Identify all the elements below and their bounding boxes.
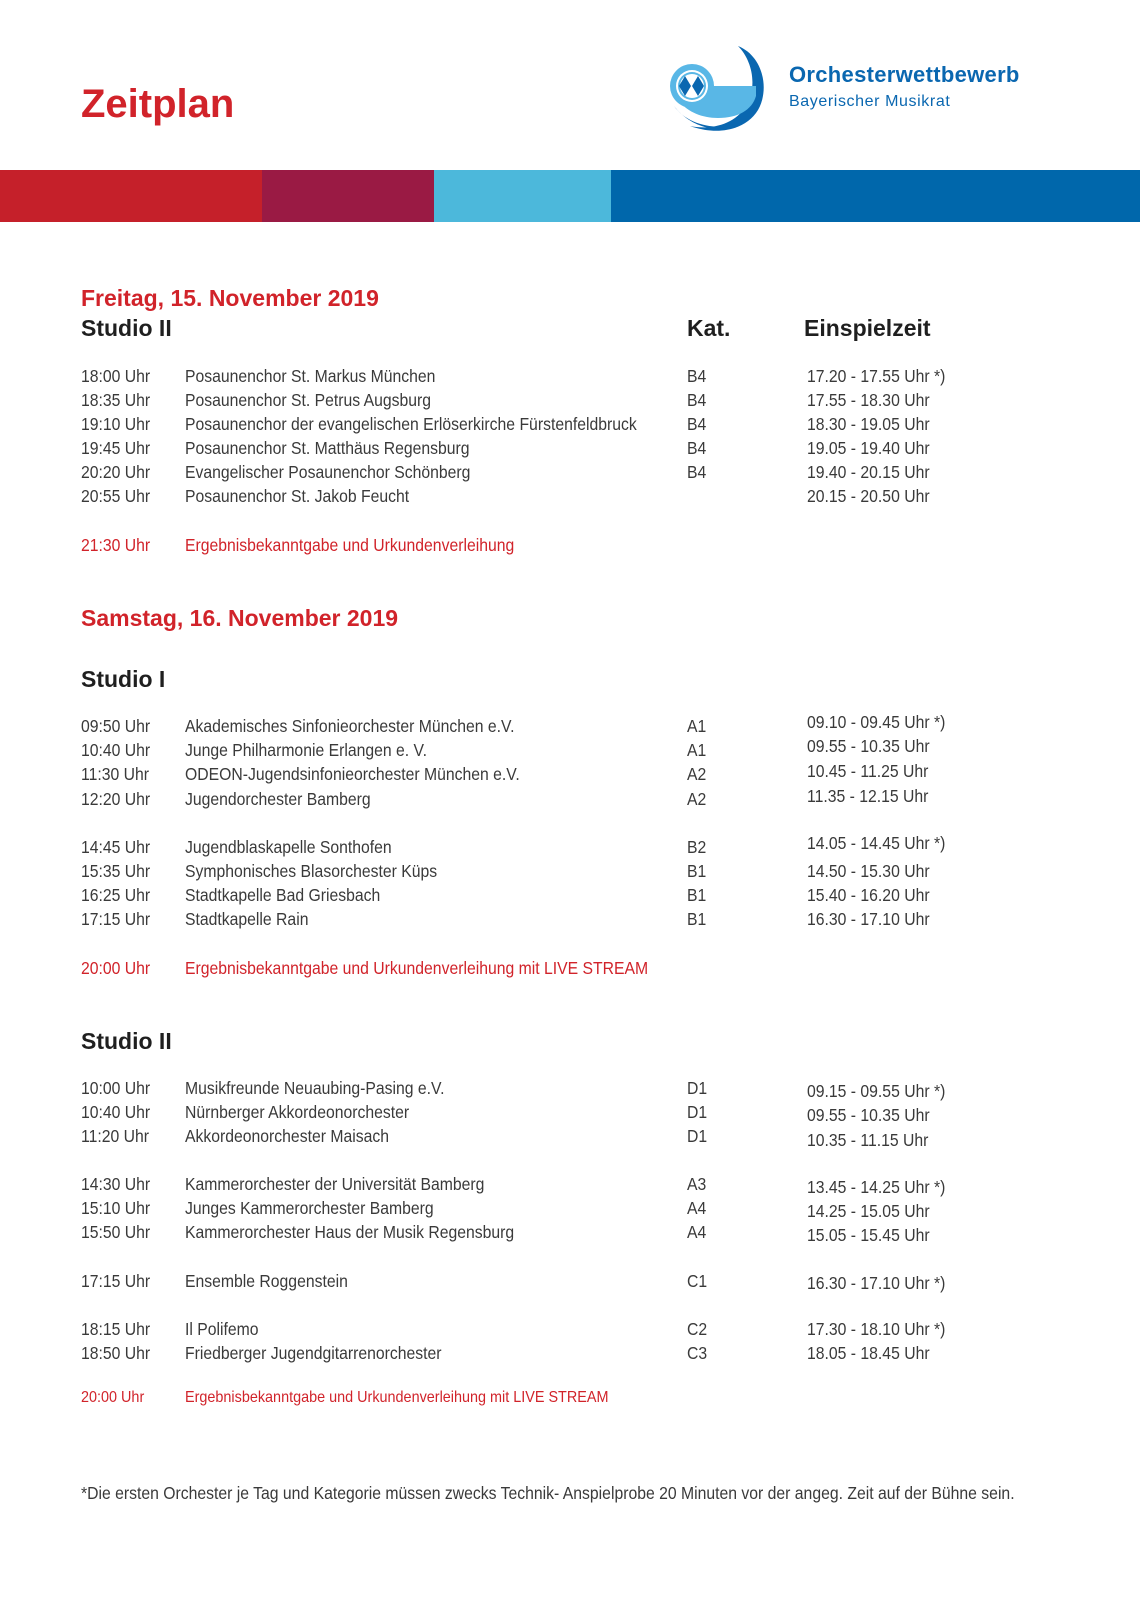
warmup-time: 17.55 - 18.30 Uhr: [807, 390, 930, 410]
performance-time: 10:00 Uhr: [81, 1078, 151, 1098]
performance-time: 17:15 Uhr: [81, 909, 151, 929]
category: A4: [687, 1198, 707, 1218]
ensemble-name: Posaunenchor St. Jakob Feucht: [185, 486, 410, 506]
studio-heading: Studio I: [81, 666, 166, 692]
ensemble-name: Posaunenchor der evangelischen Erlöserkirche Fürstenfeldbruck: [185, 414, 637, 434]
performance-time: 10:40 Uhr: [81, 1102, 151, 1122]
category: B2: [687, 837, 707, 857]
ceremony-text: Ergebnisbekanntgabe und Urkundenverleihung mit LIVE STREAM: [185, 1389, 609, 1406]
ensemble-name: Kammerorchester Haus der Musik Regensburg: [185, 1222, 515, 1242]
category: D1: [687, 1078, 708, 1098]
warmup-time: 17.20 - 17.55 Uhr *): [807, 366, 946, 386]
ensemble-name: ODEON-Jugendsinfonieorchester München e.V.: [185, 764, 520, 784]
performance-time: 14:45 Uhr: [81, 837, 151, 857]
warmup-time: 15.40 - 16.20 Uhr: [807, 885, 930, 905]
stripe-blue: [611, 170, 1140, 222]
performance-time: 11:20 Uhr: [81, 1126, 150, 1146]
category: B1: [687, 885, 707, 905]
ensemble-name: Evangelischer Posaunenchor Schönberg: [185, 462, 471, 482]
warmup-time: 18.05 - 18.45 Uhr: [807, 1343, 930, 1363]
ensemble-name: Jugendorchester Bamberg: [185, 789, 371, 809]
category: B1: [687, 909, 707, 929]
ensemble-name: Nürnberger Akkordeonorchester: [185, 1102, 410, 1122]
warmup-time: 20.15 - 20.50 Uhr: [807, 486, 930, 506]
ensemble-name: Junges Kammerorchester Bamberg: [185, 1198, 434, 1218]
performance-time: 15:10 Uhr: [81, 1198, 151, 1218]
warmup-time: 19.40 - 20.15 Uhr: [807, 462, 930, 482]
category: C3: [687, 1343, 708, 1363]
performance-time: 16:25 Uhr: [81, 885, 151, 905]
performance-time: 19:10 Uhr: [81, 414, 151, 434]
page-title: Zeitplan: [81, 82, 235, 126]
warmup-time: 16.30 - 17.10 Uhr: [807, 909, 930, 929]
category: B1: [687, 861, 707, 881]
ensemble-name: Ensemble Roggenstein: [185, 1271, 348, 1291]
category: D1: [687, 1102, 708, 1122]
category: A2: [687, 764, 707, 784]
performance-time: 15:50 Uhr: [81, 1222, 151, 1242]
category: C1: [687, 1271, 708, 1291]
ensemble-name: Jugendblaskapelle Sonthofen: [185, 837, 392, 857]
category: B4: [687, 366, 707, 386]
stripe-maroon: [262, 170, 434, 222]
orchestra-competition-logo-icon: [668, 44, 770, 134]
performance-time: 17:15 Uhr: [81, 1271, 151, 1291]
performance-time: 18:00 Uhr: [81, 366, 151, 386]
performance-time: 14:30 Uhr: [81, 1174, 151, 1194]
ceremony-text: Ergebnisbekanntgabe und Urkundenverleihung: [185, 535, 515, 555]
category: C2: [687, 1319, 708, 1339]
category: A3: [687, 1174, 707, 1194]
stripe-red: [0, 170, 262, 222]
category: D1: [687, 1126, 708, 1146]
ceremony-time: 20:00 Uhr: [81, 1389, 145, 1406]
brand-subtitle: Bayerischer Musikrat: [789, 93, 951, 110]
warmup-time: 17.30 - 18.10 Uhr *): [807, 1319, 946, 1339]
category: A4: [687, 1222, 707, 1242]
performance-time: 09:50 Uhr: [81, 716, 151, 736]
warmup-time: 15.05 - 15.45 Uhr: [807, 1225, 930, 1245]
ensemble-name: Musikfreunde Neuaubing-Pasing e.V.: [185, 1078, 445, 1098]
performance-time: 18:50 Uhr: [81, 1343, 151, 1363]
ceremony-time: 20:00 Uhr: [81, 958, 151, 978]
footnote: *Die ersten Orchester je Tag und Kategorie müssen zwecks Technik- Anspielprobe 20 Minuten vor der angeg. Zeit auf der Bühne sein.: [81, 1483, 1015, 1503]
warmup-time: 11.35 - 12.15 Uhr: [807, 786, 929, 806]
performance-time: 15:35 Uhr: [81, 861, 151, 881]
ensemble-name: Akademisches Sinfonieorchester München e.V.: [185, 716, 515, 736]
ceremony-time: 21:30 Uhr: [81, 535, 151, 555]
performance-time: 11:30 Uhr: [81, 764, 150, 784]
performance-time: 20:20 Uhr: [81, 462, 151, 482]
category: A2: [687, 789, 707, 809]
column-header-kat: Kat.: [687, 315, 731, 341]
ensemble-name: Stadtkapelle Bad Griesbach: [185, 885, 381, 905]
ensemble-name: Stadtkapelle Rain: [185, 909, 309, 929]
warmup-time: 09.55 - 10.35 Uhr: [807, 1105, 930, 1125]
performance-time: 19:45 Uhr: [81, 438, 151, 458]
column-header-einspielzeit: Einspielzeit: [804, 315, 931, 341]
warmup-time: 14.25 - 15.05 Uhr: [807, 1201, 930, 1221]
performance-time: 10:40 Uhr: [81, 740, 151, 760]
ensemble-name: Posaunenchor St. Matthäus Regensburg: [185, 438, 470, 458]
performance-time: 20:55 Uhr: [81, 486, 151, 506]
brand-name: Orchesterwettbewerb: [789, 62, 1020, 87]
warmup-time: 16.30 - 17.10 Uhr *): [807, 1273, 946, 1293]
day-heading-friday: Freitag, 15. November 2019: [81, 285, 379, 311]
day-heading-saturday: Samstag, 16. November 2019: [81, 605, 399, 631]
category: B4: [687, 462, 707, 482]
warmup-time: 14.50 - 15.30 Uhr: [807, 861, 930, 881]
performance-time: 12:20 Uhr: [81, 789, 151, 809]
warmup-time: 19.05 - 19.40 Uhr: [807, 438, 930, 458]
performance-time: 18:15 Uhr: [81, 1319, 151, 1339]
ensemble-name: Posaunenchor St. Petrus Augsburg: [185, 390, 432, 410]
warmup-time: 10.35 - 11.15 Uhr: [807, 1130, 929, 1150]
ensemble-name: Akkordeonorchester Maisach: [185, 1126, 389, 1146]
ensemble-name: Kammerorchester der Universität Bamberg: [185, 1174, 485, 1194]
category: B4: [687, 390, 707, 410]
studio-heading: Studio II: [81, 315, 172, 341]
category: B4: [687, 414, 707, 434]
ensemble-name: Symphonisches Blasorchester Küps: [185, 861, 438, 881]
category: A1: [687, 716, 707, 736]
ensemble-name: Junge Philharmonie Erlangen e. V.: [185, 740, 427, 760]
warmup-time: 10.45 - 11.25 Uhr: [807, 761, 929, 781]
warmup-time: 13.45 - 14.25 Uhr *): [807, 1177, 946, 1197]
warmup-time: 09.55 - 10.35 Uhr: [807, 736, 930, 756]
ensemble-name: Friedberger Jugendgitarrenorchester: [185, 1343, 442, 1363]
warmup-time: 09.15 - 09.55 Uhr *): [807, 1081, 946, 1101]
warmup-time: 09.10 - 09.45 Uhr *): [807, 712, 946, 732]
category: A1: [687, 740, 707, 760]
warmup-time: 18.30 - 19.05 Uhr: [807, 414, 930, 434]
ensemble-name: Posaunenchor St. Markus München: [185, 366, 436, 386]
stripe-light-blue: [434, 170, 611, 222]
warmup-time: 14.05 - 14.45 Uhr *): [807, 833, 946, 853]
studio-heading: Studio II: [81, 1028, 172, 1054]
performance-time: 18:35 Uhr: [81, 390, 151, 410]
ceremony-text: Ergebnisbekanntgabe und Urkundenverleihung mit LIVE STREAM: [185, 958, 649, 978]
ensemble-name: Il Polifemo: [185, 1319, 259, 1339]
category: B4: [687, 438, 707, 458]
